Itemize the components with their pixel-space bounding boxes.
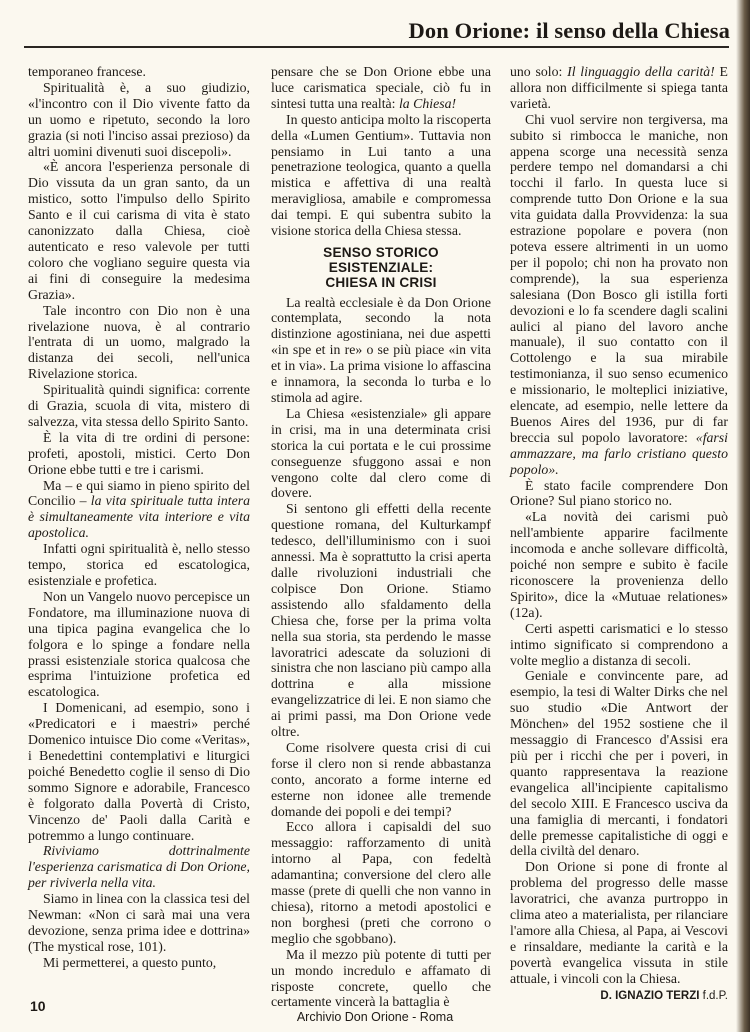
paragraph: La realtà ecclesiale è da Don Orione contemplata, secondo la nota distinzione agostiniana, nei due aspetti «in spe et in re» o se più piace «in vita et in via». La prima visione lo affascina e innamora, la seconda lo turba e lo stimola ad agire. [271,294,491,406]
paragraph: Tale incontro con Dio non è una rivelazione nuova, è al contrario l'entrata di un uomo, malgrado la distanza dei secoli, nell'unica Rivelazione storica. [28,302,250,382]
text-run: Chi vuol servire non tergiversa, ma subito si rimbocca le maniche, non appena scorge una necessità senza perdere tempo nel domandarsi a chi tocchi il farlo. In questa luce si comprende tutto Don Orione e la sua vita guidata dalla Provvidenza: la sua estrazione popolare e povera (non poteva essere altrimenti in un uomo per il popolo; chi non ha provato non comprende), la sua esperienza salesiana (Don Bosco gli istilla forti devozioni e lo fa scendere dagli scalini aulici al piano del lavoro anche manuale), il suo contatto con il Cottolengo e la sua mirabile testimonianza, il suo senso ecumenico e missionario, le molteplici iniziative, elencate, ad esempio, nelle lettere da Buenos Aires del 1936, pur di far breccia sul popolo lavoratore: [510,111,728,445]
italic-text: la Chiesa! [398,95,457,111]
footer-archive-label: Archivio Don Orione - Roma [296,1010,454,1024]
paragraph: temporaneo francese. [28,64,146,79]
page-title: Don Orione: il senso della Chiesa [408,18,730,43]
paragraph [271,64,491,112]
title-rule [24,46,729,48]
paragraph: Ecco allora i capisaldi del suo messaggio: rafforzamento di unità intorno al Papa, con fedeltà adamantina; conversione del clero alle masse (prete di quelli che non vanno in chiesa), ritorno a metodi apostolici e non borghesi (preti che corrono o meglio che sgobbano). [271,819,491,946]
paragraph: «La novità dei carismi può nell'ambiente apparire facilmente incomoda e anche sollevare difficoltà, poiché non sempre e subito è facile riconoscere la provenienza dello Spirito», dice la «Mutuae relationes» (12a). [510,509,728,620]
column-3 [510,64,728,1002]
italic-text: Riviviamo dottrinalmente l'esperienza carismatica di Don Orione, per riviverla nella vita. [28,843,250,891]
paragraph [510,112,728,478]
paragraph: Geniale e convincente pare, ad esempio, la tesi di Walter Dirks che nel suo studio «Die Antwort der Mönchen» del 1952 sostiene che il messaggio di Francesco d'Assisi era più per i ricchi che per i poveri, in quanto rappresentava la reazione evangelica all'incipiente capitalismo del secolo XIII. E Francesco usciva da una famiglia di mercanti, i fondatori delle premesse capitalistiche di oggi e della civiltà del denaro. [510,668,728,859]
paragraph: I Domenicani, ad esempio, sono i «Predicatori e i maestri» perché Domenico intuisce Dio come «Veritas», i Benedettini contemplativi e liturgici poiché Benedetto coglie il senso di Dio sommo Signore e adorabile, Francesco è folgorato dalla Povertà di Cristo, Vincenzo de' Paoli dalla Carità e potremmo a lungo continuare. [28,700,250,843]
paragraph [510,64,728,112]
paragraph: Don Orione si pone di fronte al problema del progresso delle masse lavoratrici, che avanza purtroppo in clima ateo a materialista, per rilanciare l'amore alla Chiesa, al Papa, ai Vescovi e rinsaldare, mediante la carità e la povertà evangelica vissuta in stile attuale, i vincoli con la Chiesa. [510,859,728,986]
author-name: D. IGNAZIO TERZI [600,989,700,1002]
paragraph [28,843,250,891]
paragraph: La Chiesa «esistenziale» gli appare in crisi, ma in una determinata crisi storica la cui portata e le cui prossime conseguenze sfuggono assai e non vengono colte dal clero come di dovere. [271,405,491,501]
paragraph: «È ancora l'esperienza personale di Dio vissuta da un gran santo, da un mistico, sotto l'impulso dello Spirito Santo e il cui carisma di vita è stato canonizzato dalla Chiesa, cioè autenticato e reso valevole per tutti coloro che vogliano seguire questa via ai fini di conseguire la medesima Grazia». [28,159,250,302]
text-run: uno solo: [510,64,568,79]
paragraph: Spiritualità quindi significa: corrente di Grazia, scuola di vita, mistero di salvezza, vita stessa dello Spirito Santo. [28,382,250,429]
paragraph: È stato facile comprendere Don Orione? Sul piano storico no. [510,477,728,509]
italic-text: la vita spirituale tutta intera è simultaneamente vita interiore e vita apostolica. [28,493,250,541]
paragraph: Infatti ogni spiritualità è, nello stesso tempo, storica ed escatologica, esistenziale e profetica. [28,541,250,588]
paragraph: Come risolvere questa crisi di cui forse il clero non si rende abbastanza conto, ancorato a forme interne ed esterne non idonee alle tremende domande dei popoli e dei tempi? [271,739,491,819]
paragraph: Si sentono gli effetti della recente questione romana, del Kulturkampf tedesco, dell'illuminismo con i suoi annessi. Ma è soprattutto la crisi aperta dalle rivoluzioni industriali che colpisce Don Orione. Stiamo assistendo allo sfaldamento della Chiesa che, forse per la prima volta nella sua storia, sta perdendo le masse lavoratrici adescate da soluzioni di sinistra che non lasciano più campo alla dottrina e alla missione evangelizzatrice di lei. E non siamo che ai primi passi, ma Don Orione vede oltre. [271,501,491,740]
text-run: Ma – e qui siamo in pieno spirito del Concilio – [28,477,250,509]
italic-text: «farsi ammazzare, ma farlo cristiano questo popolo». [510,429,728,477]
paragraph: Mi permetterei, a questo punto, [43,954,217,970]
paragraph: In questo anticipa molto la riscoperta della «Lumen Gentium». Tuttavia non pensiamo in Lui tanto a una penetrazione teologica, quanto a quella mistica e affettiva di una realtà meravigliosa, amabile e compromessa dai tempi. E qui subentra subito la visione storica della Chiesa stessa. [271,111,491,239]
page-number: 10 [30,998,46,1014]
author-suffix: f.d.P. [699,989,728,1002]
text-run: E allora non difficilmente si spiega tanta varietà. [510,64,728,111]
section-heading-line: CHIESA IN CRISI [325,275,437,291]
italic-text: Il linguaggio della carità! [567,64,715,79]
column-1 [28,64,250,986]
section-heading-line: ESISTENZIALE: [328,260,434,276]
paragraph: Certi aspetti carismatici e lo stesso intimo significato si comprendono a volte meglio a distanza di secoli. [510,620,728,668]
paragraph: Non un Vangelo nuovo percepisce un Fondatore, ma illuminazione nuova di una tipica pagina evangelica che lo folgora e lo spinge a fondare nella prassi esistenziale storica qualcosa che esprima l'intuizione profetica ed escatologica. [28,588,250,700]
paragraph: È la vita di tre ordini di persone: profeti, apostoli, mistici. Certo Don Orione ebbe tutti e tre i carismi. [28,429,250,477]
paragraph: Ma il mezzo più potente di tutti per un mondo incredulo e affamato di risposte concrete, quello che certamente vincerà la battaglia è [271,946,491,1010]
author-signature [510,989,728,1005]
section-heading-line: SENSO STORICO [323,244,439,260]
paragraph: Spiritualità è, a suo giudizio, «l'incontro con il Dio vivente fatto da un uomo e ripetuto, secondo la loro grazia (si noti l'inciso assai prezioso) da altri uomini divenuti suoi discepoli». [28,79,250,159]
column-2 [271,64,491,1010]
article-body [28,64,728,1010]
text-run: pensare che se Don Orione ebbe una luce carismatica speciale, ciò fu in sintesi tutta una realtà: [271,64,491,111]
page-edge-shadow [736,0,750,1032]
paragraph [28,478,250,542]
section-heading [271,245,491,291]
paragraph: Siamo in linea con la classica tesi del Newman: «Non ci sarà mai una vera devozione, senza prima idee e dottrina» (The mystical rose, 101). [28,891,250,954]
